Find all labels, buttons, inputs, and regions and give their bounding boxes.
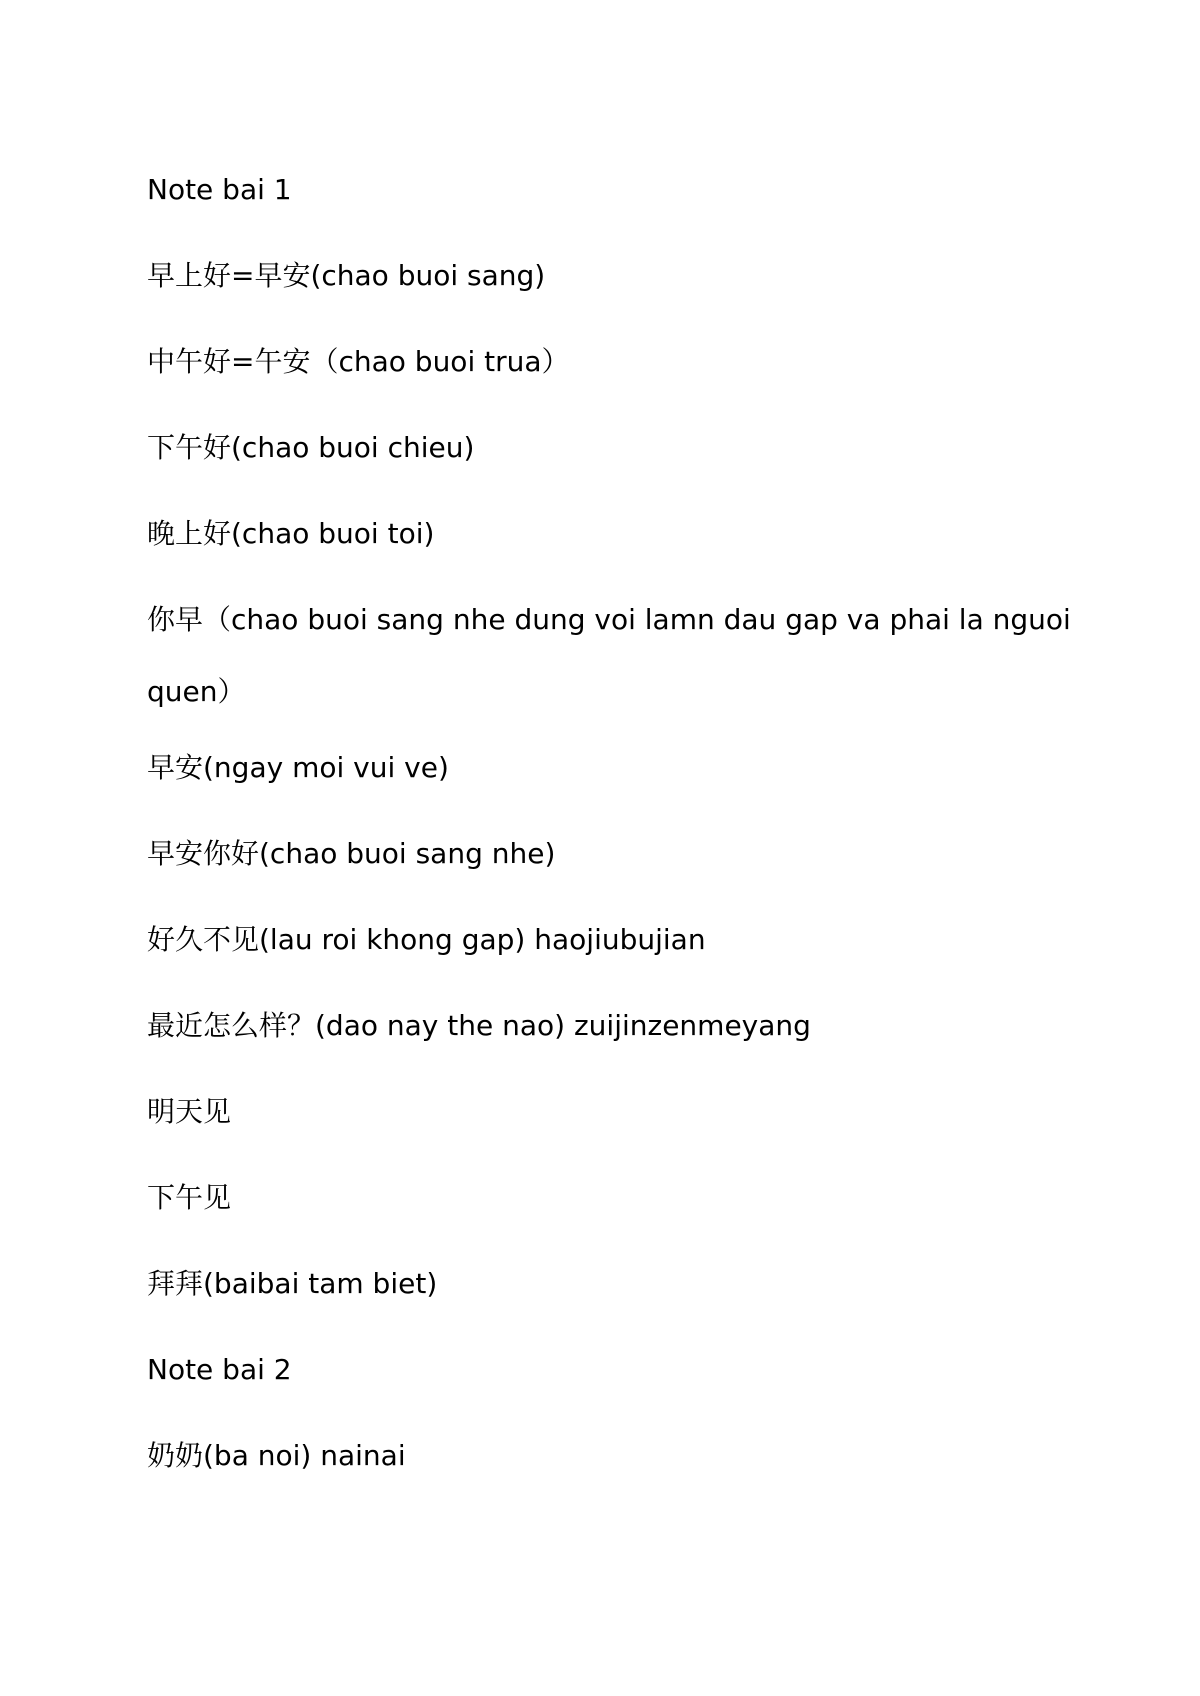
vocab-line: 早安你好(chao buoi sang nhe) <box>147 837 556 870</box>
vocab-line: 好久不见(lau roi khong gap) haojiubujian <box>147 923 706 956</box>
vocab-line: 明天见 <box>147 1095 232 1128</box>
section-heading: Note bai 1 <box>147 173 292 206</box>
vocab-line: 拜拜(baibai tam biet) <box>147 1267 438 1300</box>
vocab-line: 下午好(chao buoi chieu) <box>147 431 475 464</box>
vocab-line: 晚上好(chao buoi toi) <box>147 517 435 550</box>
vocab-line: 中午好=午安（chao buoi trua） <box>147 345 570 378</box>
vocab-line: 下午见 <box>147 1181 232 1214</box>
vocab-line: 最近怎么样？(dao nay the nao) zuijinzenmeyang <box>147 1009 811 1042</box>
document-body <box>147 163 1087 1515</box>
vocab-line: 你早（chao buoi sang nhe dung voi lamn dau gap va phai la nguoi quen） <box>147 603 1071 708</box>
vocab-line: 早上好=早安(chao buoi sang) <box>147 259 546 292</box>
vocab-line: 早安(ngay moi vui ve) <box>147 751 449 784</box>
vocab-line: 奶奶(ba noi) nainai <box>147 1439 406 1472</box>
section-heading: Note bai 2 <box>147 1353 292 1386</box>
